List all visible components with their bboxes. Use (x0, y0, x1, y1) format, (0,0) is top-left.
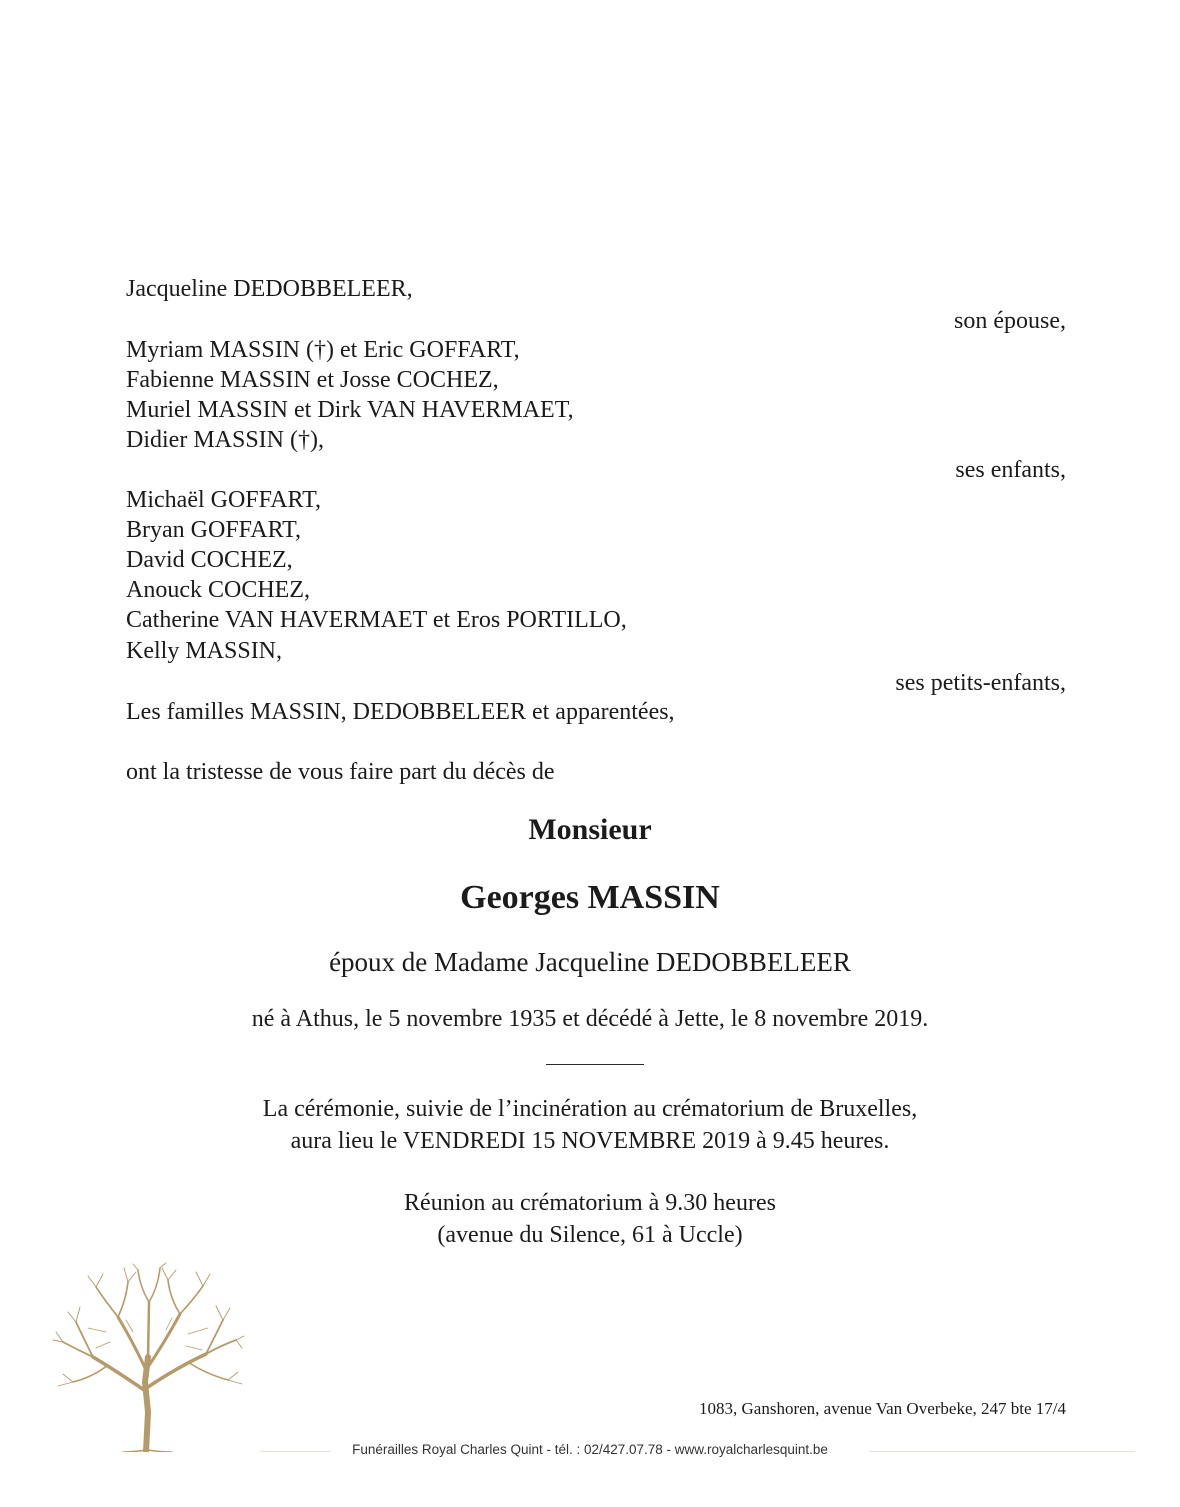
deceased-name: Georges MASSIN (460, 879, 720, 916)
grandchild-2: Bryan GOFFART, (126, 517, 302, 543)
spouse-role: son épouse, (954, 308, 1066, 334)
spouse-name: Jacqueline DEDOBBELEER, (126, 276, 413, 302)
tree-icon (48, 1262, 248, 1452)
meeting-line-2: (avenue du Silence, 61 à Uccle) (437, 1222, 743, 1248)
families-line: Les familles MASSIN, DEDOBBELEER et apparentées, (126, 699, 675, 725)
birth-death-dates: né à Athus, le 5 novembre 1935 et décédé à Jette, le 8 novembre 2019. (251, 1006, 929, 1032)
ceremony-line-1: La cérémonie, suivie de l’incinération au crématorium de Bruxelles, (262, 1096, 918, 1122)
spouse-of: époux de Madame Jacqueline DEDOBBELEER (329, 947, 851, 977)
grandchild-5: Catherine VAN HAVERMAET et Eros PORTILLO, (126, 607, 627, 633)
child-2: Fabienne MASSIN et Josse COCHEZ, (126, 367, 499, 393)
funeral-home-footer: Funérailles Royal Charles Quint - tél. : 02/427.07.78 - www.royalcharlesquint.be (352, 1442, 828, 1457)
intro-line: ont la tristesse de vous faire part du décès de (126, 759, 555, 785)
child-3: Muriel MASSIN et Dirk VAN HAVERMAET, (126, 397, 574, 423)
grandchildren-role: ses petits-enfants, (895, 670, 1066, 696)
grandchild-6: Kelly MASSIN, (126, 638, 283, 664)
grandchild-3: David COCHEZ, (126, 547, 293, 573)
ceremony-line-2: aura lieu le VENDREDI 15 NOVEMBRE 2019 à 9.45 heures. (290, 1128, 890, 1154)
divider-rule (546, 1064, 644, 1065)
child-4: Didier MASSIN (†), (126, 427, 324, 453)
grandchild-1: Michaël GOFFART, (126, 487, 321, 513)
child-1: Myriam MASSIN (†) et Eric GOFFART, (126, 337, 520, 363)
family-address: 1083, Ganshoren, avenue Van Overbeke, 247 bte 17/4 (699, 1399, 1066, 1418)
honorific: Monsieur (528, 813, 652, 846)
meeting-line-1: Réunion au crématorium à 9.30 heures (404, 1190, 776, 1216)
children-role: ses enfants, (955, 457, 1066, 483)
grandchild-4: Anouck COCHEZ, (126, 577, 310, 603)
